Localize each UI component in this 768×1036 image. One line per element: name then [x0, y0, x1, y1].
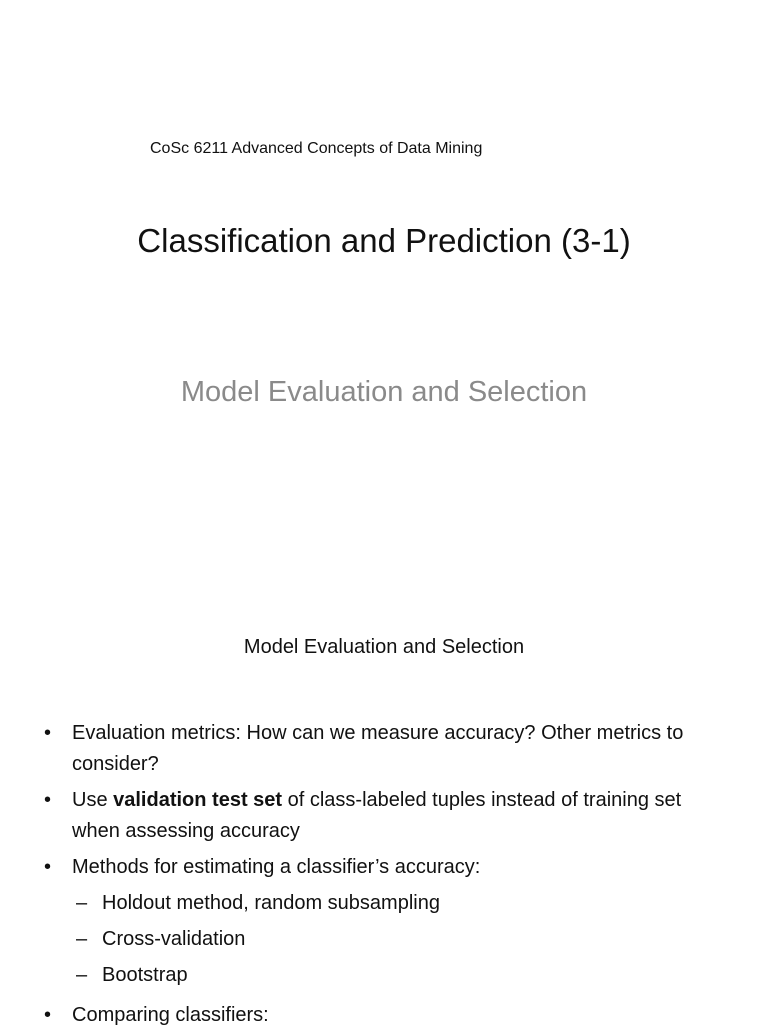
dash-marker: – [76, 892, 88, 914]
bullet-marker: • [44, 856, 52, 878]
bullet-item-metrics [0, 718, 768, 780]
sub-bullet-cross-validation [0, 924, 768, 955]
bullet-text-pre: Use [72, 789, 114, 811]
bullet-text-bold: validation test set [113, 789, 283, 811]
bullet-list [0, 718, 768, 1036]
sub-bullet-bootstrap [0, 960, 768, 991]
sub-bullet-text: Holdout method, random subsampling [102, 892, 440, 914]
course-label: CoSc 6211 Advanced Concepts of Data Mining [150, 140, 483, 157]
slide-title: Classification and Prediction (3-1) [137, 222, 631, 259]
bullet-marker: • [44, 789, 52, 811]
section-title: Model Evaluation and Selection [243, 636, 525, 658]
slide-subtitle: Model Evaluation and Selection [180, 376, 588, 408]
bullet-item-comparing [0, 1000, 768, 1031]
bullet-text-post: of class-labeled tuples instead of training set when assessing accuracy [72, 789, 682, 842]
bullet-item-methods [0, 852, 768, 883]
bullet-item-validation [0, 785, 768, 847]
dash-marker: – [76, 964, 88, 986]
bullet-marker: • [44, 1004, 52, 1026]
sub-bullet-text: Bootstrap [102, 964, 188, 986]
bullet-text: Methods for estimating a classifier’s accuracy: [72, 856, 481, 878]
sub-bullet-holdout [0, 888, 768, 919]
dash-marker: – [76, 928, 88, 950]
bullet-marker: • [44, 722, 52, 744]
bullet-text: Evaluation metrics: How can we measure accuracy? Other metrics to consider? [72, 722, 684, 775]
sub-bullet-text: Cross-validation [102, 928, 246, 950]
bullet-text: Comparing classifiers: [72, 1004, 269, 1026]
